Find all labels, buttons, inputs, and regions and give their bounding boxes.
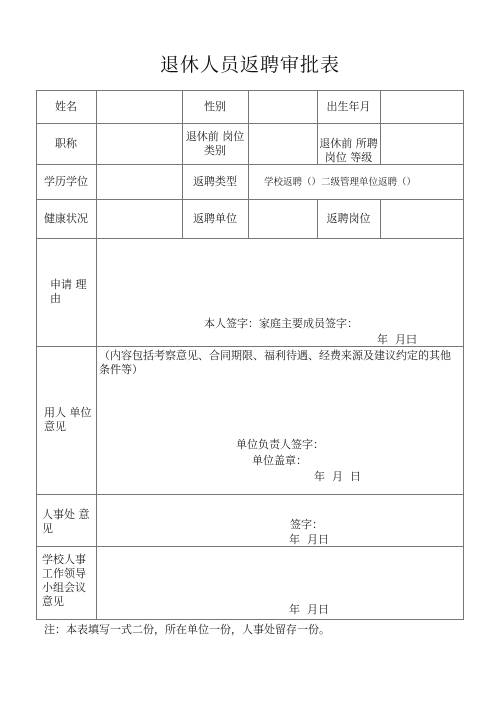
unit-opinion-label: 用人 单位 意见 — [44, 406, 92, 433]
column-divider — [248, 90, 249, 238]
apply-reason-label: 申请 理 由 — [50, 278, 87, 305]
unit-opinion-date[interactable]: 年 月 日 — [314, 470, 361, 483]
table-border-left — [36, 90, 37, 620]
table-border-bottom — [36, 619, 464, 620]
health-label: 健康状况 — [44, 212, 88, 225]
approval-form-table — [36, 90, 464, 620]
name-label: 姓名 — [55, 100, 77, 113]
hr-date[interactable]: 年 月日 — [289, 533, 329, 546]
gender-label: 性别 — [204, 100, 226, 113]
table-border-right — [463, 90, 464, 620]
hr-opinion-label: 人事处 意 见 — [42, 508, 90, 535]
school-opinion-date[interactable]: 年 月日 — [289, 603, 329, 616]
birth-label: 出生年月 — [326, 100, 371, 113]
employer-grade-label: 退休前 所聘 岗位 等级 — [319, 137, 378, 164]
row-divider — [36, 164, 464, 165]
rehire-type-options[interactable]: 学校返聘（）二级管理单位返聘（） — [264, 177, 417, 188]
row-divider — [36, 546, 464, 547]
table-border-top — [36, 90, 464, 91]
row-divider — [36, 238, 464, 239]
row-divider — [36, 494, 464, 495]
rehire-unit-label: 返聘单位 — [193, 212, 237, 225]
rehire-type-label: 返聘类型 — [193, 175, 237, 188]
education-label: 学历学位 — [44, 175, 88, 188]
apply-signature-line[interactable]: 本人签字：家庭主要成员签字： — [204, 317, 358, 330]
unit-opinion-hint: （内容包括考察意见、合同期限、福利待遇、经费来源及建议约定的其他 条件等） — [99, 349, 451, 376]
unit-leader-signature[interactable]: 单位负责人签字： — [236, 438, 324, 451]
column-divider — [96, 90, 97, 620]
title-label: 职称 — [55, 137, 77, 150]
rehire-post-label: 返聘岗位 — [326, 212, 371, 225]
column-divider — [380, 90, 381, 164]
footnote: 注：本表填写一式二份，所在单位一份，人事处留存一份。 — [44, 623, 330, 636]
post-type-label: 退休前 岗位 类别 — [185, 130, 245, 157]
column-divider — [380, 199, 381, 238]
school-opinion-label: 学校人事 工作领导 小组会议 意见 — [42, 553, 86, 608]
hr-signature[interactable]: 签字： — [290, 518, 323, 531]
unit-seal[interactable]: 单位盖章： — [252, 454, 307, 467]
apply-date[interactable]: 年 月曰 — [377, 333, 417, 346]
form-title: 退休人员返聘审批表 — [159, 54, 340, 76]
row-divider — [36, 199, 464, 200]
row-divider — [36, 123, 464, 124]
